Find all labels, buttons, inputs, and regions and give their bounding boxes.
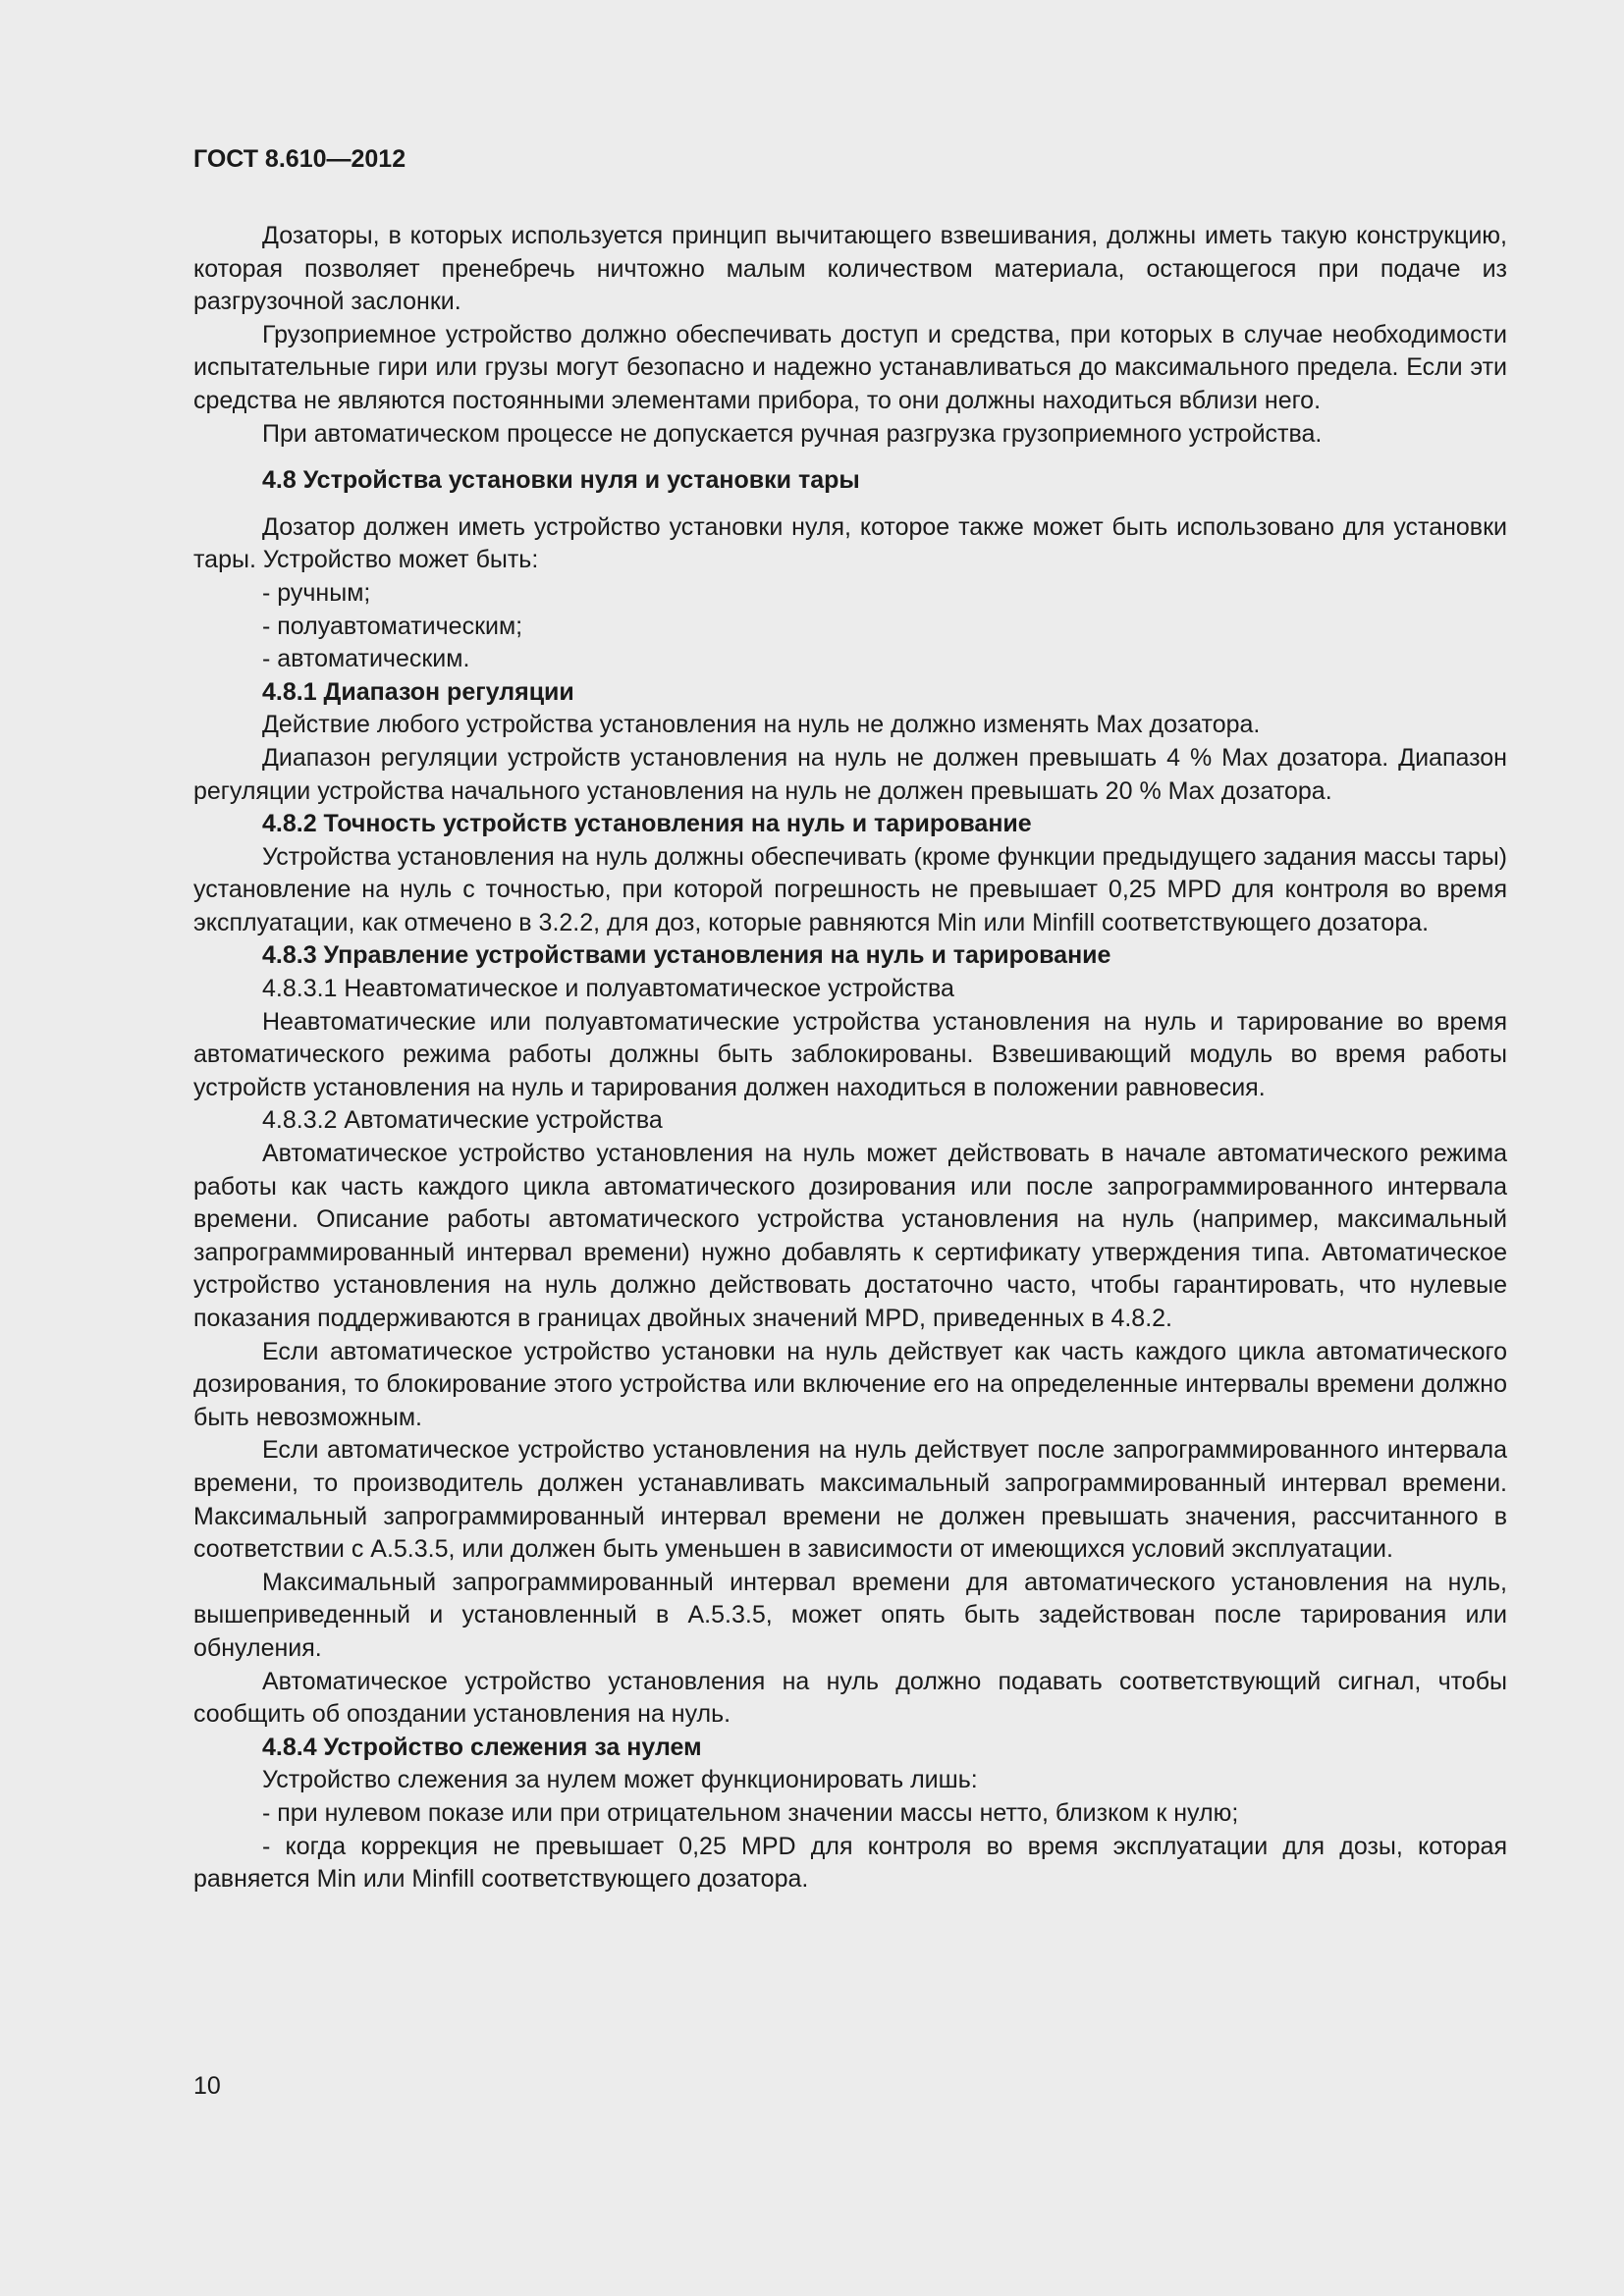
- document-page: [193, 142, 1507, 1896]
- section-4-8-3-2-paragraph-2: Если автоматическое устройство установки на нуль действует как часть каждого цикла автоматического дозирования, то блокирование этого устройства или включение его на определенные интервалы времени должно быть невозможным.: [193, 1337, 1507, 1431]
- section-4-8-3-2-paragraph-5: Автоматическое устройство установления на нуль должно подавать соответствующий сигнал, чтобы сообщить об опоздании установления на нуль.: [193, 1667, 1507, 1729]
- section-4-8-1-heading: 4.8.1 Диапазон регуляции: [262, 677, 574, 706]
- intro-paragraph-2: Грузоприемное устройство должно обеспечивать доступ и средства, при которых в случае необходимости испытательные гири или грузы могут безопасно и надежно устанавливаться до максимального предела. Если эти средства не являются постоянными элементами прибора, то они должны находиться вблизи него.: [193, 320, 1507, 414]
- section-4-8-heading: 4.8 Устройства установки нуля и установки тары: [262, 466, 860, 495]
- section-4-8-3-2-paragraph-3: Если автоматическое устройство установления на нуль действует после запрограммированного интервала времени, то производитель должен устанавливать максимальный запрограммированный интервал времени. Максимальный запрограммированный интервал времени не должен превышать значения, рассчитанного в соответствии с А.5.3.5, или должен быть уменьшен в зависимости от имеющихся условий эксплуатации.: [193, 1436, 1507, 1564]
- section-4-8-3-2-heading: 4.8.3.2 Автоматические устройства: [262, 1106, 663, 1135]
- section-4-8-1-paragraph-2: Диапазон регуляции устройств установления на нуль не должен превышать 4 % Max дозатора. Диапазон регуляции устройства начального установления на нуль не должен превышать 20 % Max дозатора.: [193, 743, 1507, 805]
- intro-paragraph-3: При автоматическом процессе не допускается ручная разгрузка грузоприемного устройства.: [262, 419, 1323, 448]
- section-4-8-3-1-heading: 4.8.3.1 Неавтоматическое и полуавтоматическое устройства: [262, 975, 954, 1003]
- section-4-8-1-paragraph-1: Действие любого устройства установления на нуль не должно изменять Max дозатора.: [262, 711, 1261, 739]
- section-4-8-3-heading: 4.8.3 Управление устройствами установления на нуль и тарирование: [262, 941, 1111, 970]
- intro-paragraph-1: Дозаторы, в которых используется принцип вычитающего взвешивания, должны иметь такую конструкцию, которая позволяет пренебречь ничтожно малым количеством материала, остающегося при подаче из разгрузочной заслонки.: [193, 222, 1507, 316]
- list-item: - ручным;: [262, 578, 371, 607]
- section-4-8-3-2-paragraph-4: Максимальный запрограммированный интервал времени для автоматического установления на нуль, вышеприведенный и установленный в А.5.3.5, может опять быть задействован после тарирования или обнуления.: [193, 1568, 1507, 1662]
- page-number: 10: [193, 2072, 221, 2100]
- list-item: - при нулевом показе или при отрицательном значении массы нетто, близком к нулю;: [262, 1798, 1239, 1827]
- list-item: - когда коррекция не превышает 0,25 MPD для контроля во время эксплуатации для дозы, которая равняется Min или Minfill соответствующего дозатора.: [193, 1832, 1507, 1894]
- section-4-8-4-heading: 4.8.4 Устройство слежения за нулем: [262, 1733, 702, 1761]
- list-item: - полуавтоматическим;: [262, 612, 523, 640]
- section-4-8-2-paragraph: Устройства установления на нуль должны обеспечивать (кроме функции предыдущего задания массы тары) установление на нуль с точностью, при которой погрешность не превышает 0,25 MPD для контроля во время эксплуатации, как отмечено в 3.2.2, для доз, которые равняются Min или Minfill соответствующего дозатора.: [193, 842, 1507, 936]
- section-4-8-3-2-paragraph-1: Автоматическое устройство установления на нуль может действовать в начале автоматического режима работы как часть каждого цикла автоматического дозирования или после запрограммированного интервала времени. Описание работы автоматического устройства установления на нуль (например, максимальный запрограммированный интервал времени) нужно добавлять к сертификату утверждения типа. Автоматическое устройство установления на нуль должно действовать достаточно часто, чтобы гарантировать, что нулевые показания поддерживаются в границах двойных значений MPD, приведенных в 4.8.2.: [193, 1140, 1507, 1332]
- list-item: - автоматическим.: [262, 645, 470, 673]
- section-4-8-2-heading: 4.8.2 Точность устройств установления на нуль и тарирование: [262, 810, 1032, 838]
- standard-code-header: ГОСТ 8.610—2012: [193, 145, 406, 173]
- section-4-8-4-paragraph: Устройство слежения за нулем может функционировать лишь:: [262, 1766, 978, 1794]
- section-4-8-paragraph: Дозатор должен иметь устройство установки нуля, которое также может быть использовано для установки тары. Устройство может быть:: [193, 512, 1507, 574]
- section-4-8-3-1-paragraph: Неавтоматические или полуавтоматические устройства установления на нуль и тарирование во время автоматического режима работы должны быть заблокированы. Взвешивающий модуль во время работы устройств установления на нуль и тарирования должен находиться в положении равновесия.: [193, 1007, 1507, 1101]
